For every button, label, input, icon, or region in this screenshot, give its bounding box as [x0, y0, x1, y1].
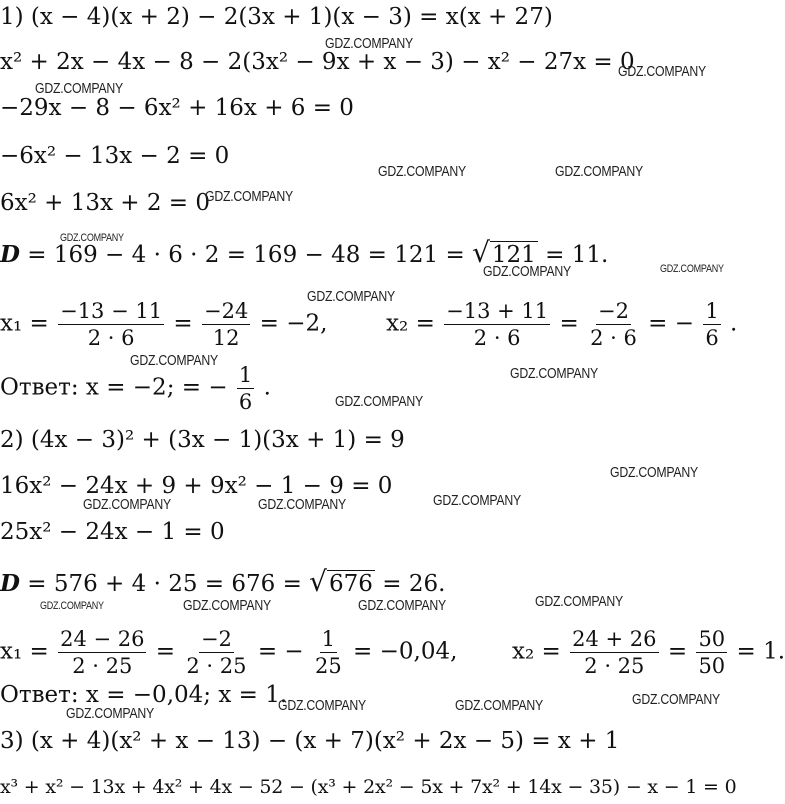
numerator: −13 − 11 [60, 299, 163, 323]
square-root [309, 567, 375, 599]
fraction [703, 298, 720, 351]
denominator: 2 · 6 [87, 326, 135, 350]
problem1-answer [0, 362, 271, 415]
numerator: 24 + 26 [572, 627, 657, 651]
watermark: GDZ.COMPANY [632, 691, 720, 708]
watermark: GDZ.COMPANY [510, 365, 598, 382]
period: . [263, 374, 271, 401]
problem1-step1: x² + 2x − 4x − 8 − 2(3x² − 9x + x − 3) − x² − 27x = 0 [0, 49, 635, 75]
denominator: 2 · 25 [584, 654, 645, 678]
root1-label: x₁ = [0, 638, 49, 665]
numerator: −2 [597, 299, 629, 323]
denominator: 2 · 6 [473, 326, 521, 350]
denominator: 2 · 25 [186, 654, 247, 678]
minus-sign: = − [648, 310, 694, 337]
watermark: GDZ.COMPANY [618, 63, 706, 80]
denominator: 12 [212, 326, 240, 350]
problem1-equation: 1) (x − 4)(x + 2) − 2(3x + 1)(x − 3) = x(x + 27) [0, 4, 553, 30]
watermark: GDZ.COMPANY [40, 600, 104, 612]
radicand: 676 [329, 571, 373, 597]
discriminant-expression: = 169 − 4 · 6 · 2 = 169 − 48 = 121 = [27, 242, 465, 268]
fraction [202, 298, 250, 351]
watermark: GDZ.COMPANY [378, 163, 466, 180]
discriminant-expression: = 576 + 4 · 25 = 676 = [27, 571, 302, 597]
radicand: 121 [491, 242, 536, 268]
fraction [588, 298, 639, 351]
problem2-answer: Ответ: x = −0,04; x = 1. [0, 682, 288, 708]
watermark: GDZ.COMPANY [325, 35, 413, 52]
problem1-step3: −6x² − 13x − 2 = 0 [0, 143, 230, 169]
watermark: GDZ.COMPANY [66, 705, 154, 722]
problem2-step1: 16x² − 24x + 9 + 9x² − 1 − 9 = 0 [0, 473, 393, 499]
denominator: 2 · 6 [590, 326, 637, 350]
discriminant-result: = 26. [382, 571, 446, 597]
discriminant-symbol: D [0, 570, 20, 597]
root1-result: = −2, [259, 310, 328, 337]
watermark: GDZ.COMPANY [60, 232, 124, 244]
problem2-discriminant [0, 567, 445, 599]
watermark: GDZ.COMPANY [183, 597, 271, 614]
numerator: −2 [200, 627, 232, 651]
fraction [58, 298, 164, 351]
fraction [696, 626, 727, 679]
fraction [570, 626, 658, 679]
equals-sign: = [173, 310, 193, 337]
denominator: 2 · 25 [72, 654, 133, 678]
root1-result: = −0,04, [353, 638, 458, 665]
root2-result: = 1. [736, 638, 785, 665]
numerator: 50 [698, 627, 726, 651]
watermark: GDZ.COMPANY [307, 288, 395, 305]
problem1-step4: 6x² + 13x + 2 = 0 [0, 190, 211, 216]
numerator: 1 [238, 363, 253, 387]
fraction [237, 362, 254, 415]
denominator: 6 [705, 326, 719, 350]
watermark: GDZ.COMPANY [455, 697, 543, 714]
discriminant-symbol: D [0, 241, 20, 268]
fraction [58, 626, 146, 679]
numerator: −24 [204, 299, 249, 323]
denominator: 25 [314, 654, 342, 678]
equals-sign: = [667, 638, 688, 665]
equals-sign: = [559, 310, 579, 337]
numerator: −13 + 11 [446, 299, 549, 323]
problem2-equation: 2) (4x − 3)² + (3x − 1)(3x + 1) = 9 [0, 427, 405, 453]
discriminant-result: = 11. [545, 242, 609, 268]
fraction [444, 298, 550, 351]
watermark: GDZ.COMPANY [258, 496, 346, 513]
watermark: GDZ.COMPANY [555, 163, 643, 180]
problem1-roots [0, 298, 737, 351]
watermark: GDZ.COMPANY [358, 597, 446, 614]
radical-icon: √ [472, 236, 490, 269]
equals-sign: = [155, 638, 176, 665]
watermark: GDZ.COMPANY [83, 496, 171, 513]
fraction [184, 626, 248, 679]
radical-icon: √ [309, 565, 328, 598]
watermark: GDZ.COMPANY [130, 352, 218, 369]
answer-text: Ответ: x = −2; = − [0, 374, 228, 401]
watermark: GDZ.COMPANY [535, 593, 623, 610]
period: . [730, 310, 738, 337]
root2-label: x₂ = [386, 310, 435, 337]
watermark: GDZ.COMPANY [35, 80, 123, 97]
problem1-step2: −29x − 8 − 6x² + 16x + 6 = 0 [0, 95, 354, 121]
minus-sign: = − [257, 638, 304, 665]
numerator: 1 [705, 299, 719, 323]
denominator: 50 [698, 654, 726, 678]
watermark: GDZ.COMPANY [610, 464, 698, 481]
root1-label: x₁ = [0, 310, 49, 337]
problem2-roots [0, 626, 785, 679]
problem2-step2: 25x² − 24x − 1 = 0 [0, 519, 225, 545]
root2-label: x₂ = [512, 638, 561, 665]
fraction [313, 626, 344, 679]
watermark: GDZ.COMPANY [660, 263, 724, 275]
numerator: 24 − 26 [60, 627, 145, 651]
problem3-equation: 3) (x + 4)(x² + x − 13) − (x + 7)(x² + 2x − 5) = x + 1 [0, 728, 620, 754]
denominator: 6 [238, 390, 253, 414]
watermark: GDZ.COMPANY [483, 263, 571, 280]
watermark: GDZ.COMPANY [205, 188, 293, 205]
problem3-step1: x³ + x² − 13x + 4x² + 4x − 52 − (x³ + 2x² − 5x + 7x² + 14x − 35) − x − 1 = 0 [0, 776, 737, 798]
watermark: GDZ.COMPANY [335, 393, 423, 410]
numerator: 1 [321, 627, 336, 651]
watermark: GDZ.COMPANY [278, 697, 366, 714]
watermark: GDZ.COMPANY [433, 492, 521, 509]
